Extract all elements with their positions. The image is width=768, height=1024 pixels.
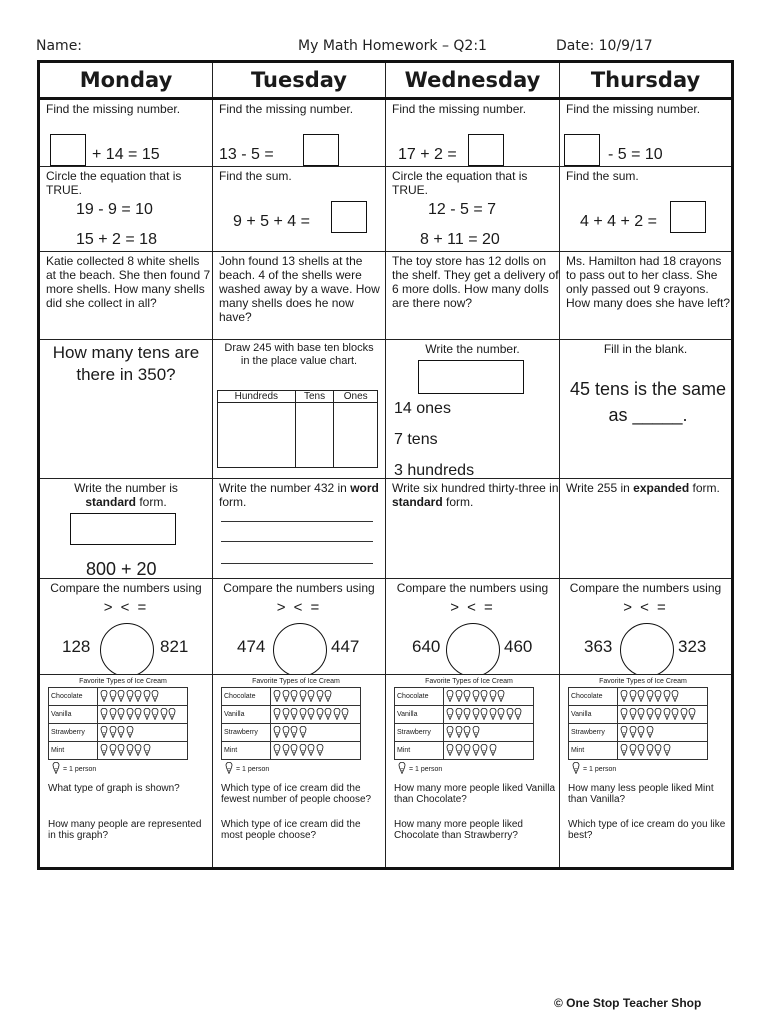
ice-cream-cone-icon [480, 715, 489, 722]
ice-cream-cone-icon [109, 697, 118, 704]
instruction: Write the number is standard form. [74, 481, 178, 509]
answer-line[interactable] [221, 541, 373, 542]
tens-question: How many tens are there in 350? [52, 343, 200, 384]
ice-cream-cone-icon [299, 697, 308, 704]
compare-circle[interactable] [620, 623, 674, 675]
compare-symbols: > < = [623, 599, 668, 616]
ice-cream-cone-icon [637, 715, 646, 722]
instruction: Write the number 432 in word form. [219, 481, 379, 509]
ice-cream-cone-icon [620, 715, 629, 722]
ice-cream-cone-icon [290, 733, 299, 740]
pictograph [48, 677, 198, 776]
tue-graph-cell [213, 675, 386, 869]
ice-cream-cone-icon [299, 733, 308, 740]
ice-cream-cone-icon [654, 715, 663, 722]
ice-cream-cone-icon [646, 715, 655, 722]
ice-cream-cone-icon [629, 751, 638, 758]
instruction: Write the number. [425, 342, 520, 356]
pv-header-ones: Ones [334, 391, 378, 403]
compare-right: 460 [504, 637, 533, 656]
ice-cream-cone-icon [463, 697, 472, 704]
ice-cream-cone-icon [273, 733, 282, 740]
word-problem-thu: Ms. Hamilton had 18 crayons to pass out to her class. She only passed out 9 crayons. How many does she have left? [566, 254, 731, 310]
thu-fill-blank [560, 340, 733, 479]
ice-cream-cone-icon [455, 697, 464, 704]
ice-cream-cone-icon [151, 715, 160, 722]
ice-cream-cone-icon [282, 733, 291, 740]
word-problem-wed: The toy store has 12 dolls on the shelf. They get a delivery of 6 more dolls. How many dolls are there now? [392, 254, 559, 310]
header [36, 38, 736, 58]
thu-find-sum [560, 167, 733, 252]
flavor-label: Strawberry [569, 724, 618, 742]
equation: 9 + 5 + 4 = [233, 213, 310, 230]
ice-cream-cone-icon [282, 751, 291, 758]
ice-cream-cone-icon [663, 715, 672, 722]
ice-cream-cone-icon [225, 762, 233, 776]
pictograph-row [222, 688, 361, 706]
ice-cream-cone-icon [688, 715, 697, 722]
pv-cell[interactable] [218, 403, 296, 468]
ice-cream-cone-icon [620, 697, 629, 704]
ice-cream-cone-icon [117, 751, 126, 758]
ice-cream-cone-icon [126, 751, 135, 758]
ice-cream-cone-icon [126, 697, 135, 704]
ice-cream-cone-icon [637, 751, 646, 758]
mon-true-equation [39, 167, 213, 252]
flavor-label: Vanilla [222, 706, 271, 724]
instruction: Fill in the blank. [603, 342, 688, 356]
ice-cream-cone-icon [446, 751, 455, 758]
equation-option-2[interactable]: 8 + 11 = 20 [420, 231, 500, 248]
ice-cream-cone-icon [489, 751, 498, 758]
answer-line[interactable] [221, 521, 373, 522]
wed-graph-cell [386, 675, 560, 869]
ice-cream-cone-icon [316, 697, 325, 704]
graph-key: = 1 person [394, 762, 544, 776]
cone-count [98, 706, 188, 724]
answer-box[interactable] [331, 201, 367, 233]
ice-cream-cone-icon [629, 733, 638, 740]
ice-cream-cone-icon [273, 715, 282, 722]
ice-cream-cone-icon [654, 751, 663, 758]
wed-missing-number [386, 99, 560, 167]
instruction: Circle the equation that is TRUE. [392, 169, 528, 197]
pictograph-row [49, 706, 188, 724]
ice-cream-cone-icon [506, 715, 515, 722]
ice-cream-cone-icon [100, 733, 109, 740]
ice-cream-cone-icon [143, 697, 152, 704]
flavor-label: Strawberry [395, 724, 444, 742]
equation: + 14 = 15 [92, 146, 160, 163]
word-problem-mon: Katie collected 8 white shells at the beach. She then found 7 more shells. How many shells did she collect in all? [46, 254, 211, 310]
ice-cream-cone-icon [663, 751, 672, 758]
compare-left: 363 [584, 637, 613, 656]
ice-cream-cone-icon [100, 697, 109, 704]
ice-cream-cone-icon [446, 697, 455, 704]
place-value-chart[interactable] [217, 390, 378, 468]
equation-option-2[interactable]: 15 + 2 = 18 [76, 231, 157, 248]
ice-cream-cone-icon [455, 715, 464, 722]
ice-cream-cone-icon [117, 697, 126, 704]
instruction: Write six hundred thirty-three in standard form. [392, 481, 559, 509]
flavor-label: Vanilla [49, 706, 98, 724]
pictograph [568, 677, 718, 776]
mon-compare [39, 579, 213, 675]
cone-count [618, 742, 708, 760]
ice-cream-cone-icon [398, 762, 406, 776]
graph-key: = 1 person [568, 762, 718, 776]
ice-cream-cone-icon [671, 697, 680, 704]
tue-compare [213, 579, 386, 675]
pictograph-table [568, 687, 708, 760]
pictograph-row [395, 706, 534, 724]
graph-title: Favorite Types of Ice Cream [79, 678, 167, 685]
instruction: Compare the numbers using [569, 581, 722, 595]
equation-option-1[interactable]: 19 - 9 = 10 [76, 201, 153, 218]
ice-cream-cone-icon [299, 715, 308, 722]
ice-cream-cone-icon [160, 715, 169, 722]
date-label: Date: 10/9/17 [556, 38, 653, 54]
ice-cream-cone-icon [646, 751, 655, 758]
copyright-footer: © One Stop Teacher Shop [554, 996, 702, 1010]
tue-place-value [213, 340, 386, 479]
ice-cream-cone-icon [480, 751, 489, 758]
thu-expanded-form [560, 479, 733, 579]
answer-box[interactable] [303, 134, 339, 166]
graph-question-1: What type of graph is shown? [48, 783, 180, 794]
ice-cream-cone-icon [629, 715, 638, 722]
day-tuesday: Tuesday [213, 62, 386, 99]
answer-box[interactable] [418, 360, 524, 394]
ice-cream-cone-icon [168, 715, 177, 722]
ice-cream-cone-icon [629, 697, 638, 704]
graph-question-2: Which type of ice cream did the most people choose? [221, 819, 361, 841]
flavor-label: Strawberry [222, 724, 271, 742]
instruction: Find the sum. [219, 169, 292, 183]
ice-cream-cone-icon [455, 751, 464, 758]
cone-count [98, 688, 188, 706]
answer-box[interactable] [468, 134, 504, 166]
equation: 17 + 2 = [398, 146, 457, 163]
tue-find-sum [213, 167, 386, 252]
ice-cream-cone-icon [290, 697, 299, 704]
page-title: My Math Homework – Q2:1 [298, 38, 487, 54]
compare-right: 447 [331, 637, 360, 656]
mon-graph-cell [39, 675, 213, 869]
instruction: Draw 245 with base ten blocks in the place value chart. [224, 342, 374, 367]
equation: 4 + 4 + 2 = [580, 213, 657, 230]
ice-cream-cone-icon [680, 715, 689, 722]
graph-title: Favorite Types of Ice Cream [425, 678, 513, 685]
ice-cream-cone-icon [446, 715, 455, 722]
pictograph-table [48, 687, 188, 760]
compare-left: 128 [62, 637, 91, 656]
ice-cream-cone-icon [497, 715, 506, 722]
ice-cream-cone-icon [100, 715, 109, 722]
graph-question-1: How many less people liked Mint than Vanilla? [568, 783, 714, 805]
ice-cream-cone-icon [273, 751, 282, 758]
answer-box[interactable] [564, 134, 600, 166]
ice-cream-cone-icon [489, 697, 498, 704]
flavor-label: Chocolate [395, 688, 444, 706]
ice-cream-cone-icon [117, 733, 126, 740]
compare-circle[interactable] [273, 623, 327, 675]
ice-cream-cone-icon [316, 715, 325, 722]
compare-circle[interactable] [100, 623, 154, 675]
ice-cream-cone-icon [324, 697, 333, 704]
cone-count [271, 742, 361, 760]
instruction: Compare the numbers using [223, 581, 375, 595]
pictograph-row [49, 724, 188, 742]
ice-cream-cone-icon [109, 715, 118, 722]
ice-cream-cone-icon [620, 733, 629, 740]
compare-left: 640 [412, 637, 441, 656]
answer-box[interactable] [670, 201, 706, 233]
instruction: Write 255 in expanded form. [566, 481, 720, 495]
pv-cell[interactable] [295, 403, 334, 468]
instruction: Find the sum. [566, 169, 639, 183]
ice-cream-cone-icon [126, 733, 135, 740]
tue-missing-number [213, 99, 386, 167]
ice-cream-cone-icon [307, 751, 316, 758]
ice-cream-cone-icon [290, 751, 299, 758]
cone-count [98, 724, 188, 742]
flavor-label: Strawberry [49, 724, 98, 742]
tue-word-form [213, 479, 386, 579]
name-label: Name: [36, 38, 83, 54]
ice-cream-cone-icon [273, 697, 282, 704]
answer-line[interactable] [221, 563, 373, 564]
ones-line: 14 ones [394, 400, 451, 417]
equation-option-1[interactable]: 12 - 5 = 7 [428, 201, 497, 218]
ice-cream-cone-icon [100, 751, 109, 758]
compare-symbols: > < = [450, 599, 495, 616]
pictograph-row [395, 724, 534, 742]
pictograph-row [569, 706, 708, 724]
ice-cream-cone-icon [446, 733, 455, 740]
cone-count [444, 742, 534, 760]
pictograph-row [222, 742, 361, 760]
ice-cream-cone-icon [472, 715, 481, 722]
pictograph [221, 677, 371, 776]
flavor-label: Vanilla [395, 706, 444, 724]
pictograph-row [569, 724, 708, 742]
flavor-label: Chocolate [49, 688, 98, 706]
pictograph-row [395, 742, 534, 760]
pictograph-row [49, 742, 188, 760]
graph-title: Favorite Types of Ice Cream [252, 678, 340, 685]
graph-question-2: Which type of ice cream do you like best? [568, 819, 726, 841]
ice-cream-cone-icon [333, 715, 342, 722]
ice-cream-cone-icon [316, 751, 325, 758]
ice-cream-cone-icon [472, 733, 481, 740]
ice-cream-cone-icon [572, 762, 580, 776]
pictograph-row [49, 688, 188, 706]
mon-tens-question [39, 340, 213, 479]
wed-true-equation [386, 167, 560, 252]
cone-count [98, 742, 188, 760]
hundreds-line: 3 hundreds [394, 462, 475, 479]
fill-blank-text: 45 tens is the same as _____. [569, 379, 727, 425]
pv-cell[interactable] [334, 403, 378, 468]
compare-right: 821 [160, 637, 189, 656]
cone-count [271, 706, 361, 724]
pictograph-row [569, 688, 708, 706]
instruction: Find the missing number. [566, 102, 701, 116]
ice-cream-cone-icon [463, 733, 472, 740]
ice-cream-cone-icon [620, 751, 629, 758]
cone-count [444, 706, 534, 724]
thu-compare [560, 579, 733, 675]
ice-cream-cone-icon [143, 751, 152, 758]
ice-cream-cone-icon [307, 697, 316, 704]
homework-grid [37, 60, 734, 870]
ice-cream-cone-icon [126, 715, 135, 722]
pictograph-table [221, 687, 361, 760]
cone-count [271, 688, 361, 706]
ice-cream-cone-icon [637, 697, 646, 704]
graph-question-2: How many people are represented in this graph? [48, 819, 202, 841]
instruction: Circle the equation that is TRUE. [46, 169, 182, 197]
ice-cream-cone-icon [299, 751, 308, 758]
word-problem-tue: John found 13 shells at the beach. 4 of the shells were washed away by a wave. How many shells does he now have? [219, 254, 380, 324]
graph-title: Favorite Types of Ice Cream [599, 678, 687, 685]
cone-count [618, 724, 708, 742]
compare-symbols: > < = [276, 599, 322, 616]
ice-cream-cone-icon [646, 733, 655, 740]
flavor-label: Mint [569, 742, 618, 760]
day-thursday: Thursday [560, 62, 733, 99]
tens-line: 7 tens [394, 431, 438, 448]
graph-question-1: How many more people liked Vanilla than Chocolate? [394, 783, 556, 805]
pictograph-row [569, 742, 708, 760]
mon-standard-form [39, 479, 213, 579]
mon-missing-number [39, 99, 213, 167]
ice-cream-cone-icon [654, 697, 663, 704]
expanded-value: 800 + 20 [86, 559, 157, 579]
ice-cream-cone-icon [463, 751, 472, 758]
ice-cream-cone-icon [290, 715, 299, 722]
ice-cream-cone-icon [514, 715, 523, 722]
graph-key: = 1 person [221, 762, 371, 776]
instruction: Find the missing number. [219, 102, 354, 116]
cone-count [618, 706, 708, 724]
ice-cream-cone-icon [341, 715, 350, 722]
ice-cream-cone-icon [151, 697, 160, 704]
thu-missing-number [560, 99, 733, 167]
day-wednesday: Wednesday [386, 62, 560, 99]
wed-write-number [386, 340, 560, 479]
wed-standard-form [386, 479, 560, 579]
ice-cream-cone-icon [109, 751, 118, 758]
compare-circle[interactable] [446, 623, 500, 675]
ice-cream-cone-icon [282, 715, 291, 722]
graph-key: = 1 person [48, 762, 198, 776]
answer-box[interactable] [50, 134, 86, 166]
flavor-label: Vanilla [569, 706, 618, 724]
day-monday: Monday [39, 62, 213, 99]
ice-cream-cone-icon [463, 715, 472, 722]
equation: - 5 = 10 [608, 146, 663, 163]
cone-count [444, 724, 534, 742]
cone-count [444, 688, 534, 706]
ice-cream-cone-icon [646, 697, 655, 704]
pictograph [394, 677, 544, 776]
flavor-label: Mint [49, 742, 98, 760]
graph-question-2: How many more people liked Chocolate than Strawberry? [394, 819, 523, 841]
ice-cream-cone-icon [324, 715, 333, 722]
ice-cream-cone-icon [637, 733, 646, 740]
ice-cream-cone-icon [472, 751, 481, 758]
flavor-label: Chocolate [222, 688, 271, 706]
compare-left: 474 [237, 637, 266, 656]
ice-cream-cone-icon [472, 697, 481, 704]
ice-cream-cone-icon [480, 697, 489, 704]
ice-cream-cone-icon [109, 733, 118, 740]
instruction: Compare the numbers using [50, 581, 202, 595]
instruction: Find the missing number. [46, 102, 181, 116]
cone-count [618, 688, 708, 706]
pictograph-row [395, 688, 534, 706]
equation: 13 - 5 = [219, 146, 274, 163]
wed-compare [386, 579, 560, 675]
graph-question-1: Which type of ice cream did the fewest number of people choose? [221, 783, 372, 805]
pv-header-hundreds: Hundreds [218, 391, 296, 403]
flavor-label: Mint [222, 742, 271, 760]
ice-cream-cone-icon [671, 715, 680, 722]
ice-cream-cone-icon [52, 762, 60, 776]
pv-header-tens: Tens [295, 391, 334, 403]
pictograph-row [222, 724, 361, 742]
thu-graph-cell [560, 675, 733, 869]
cone-count [271, 724, 361, 742]
compare-symbols: > < = [103, 599, 149, 616]
ice-cream-cone-icon [663, 697, 672, 704]
instruction: Compare the numbers using [396, 581, 549, 595]
ice-cream-cone-icon [489, 715, 498, 722]
pictograph-row [222, 706, 361, 724]
ice-cream-cone-icon [117, 715, 126, 722]
compare-right: 323 [678, 637, 707, 656]
instruction: Find the missing number. [392, 102, 527, 116]
ice-cream-cone-icon [134, 751, 143, 758]
ice-cream-cone-icon [497, 697, 506, 704]
answer-box[interactable] [70, 513, 176, 545]
ice-cream-cone-icon [307, 715, 316, 722]
ice-cream-cone-icon [134, 697, 143, 704]
pictograph-table [394, 687, 534, 760]
flavor-label: Chocolate [569, 688, 618, 706]
ice-cream-cone-icon [143, 715, 152, 722]
flavor-label: Mint [395, 742, 444, 760]
ice-cream-cone-icon [455, 733, 464, 740]
ice-cream-cone-icon [282, 697, 291, 704]
ice-cream-cone-icon [134, 715, 143, 722]
